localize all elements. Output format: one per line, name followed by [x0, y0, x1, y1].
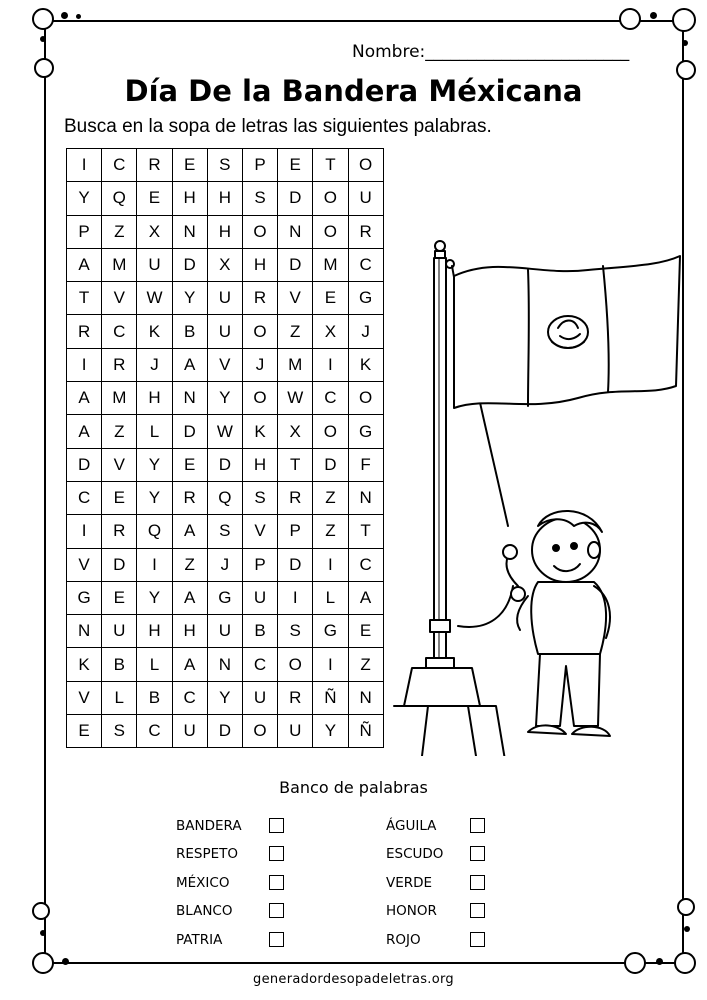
- grid-cell[interactable]: J: [242, 348, 277, 381]
- grid-cell[interactable]: O: [242, 382, 277, 415]
- grid-cell[interactable]: C: [242, 648, 277, 681]
- grid-cell[interactable]: R: [102, 348, 137, 381]
- grid-cell[interactable]: H: [137, 382, 172, 415]
- grid-cell[interactable]: I: [313, 348, 348, 381]
- word-checkbox[interactable]: [470, 932, 485, 947]
- grid-cell[interactable]: K: [348, 348, 383, 381]
- word-bank-label: ÁGUILA: [386, 818, 437, 834]
- grid-row: [67, 581, 384, 614]
- grid-cell[interactable]: S: [242, 481, 277, 514]
- grid-cell[interactable]: U: [172, 715, 207, 748]
- grid-cell[interactable]: X: [313, 315, 348, 348]
- grid-cell[interactable]: D: [67, 448, 102, 481]
- grid-cell[interactable]: H: [207, 215, 242, 248]
- grid-cell[interactable]: L: [313, 581, 348, 614]
- grid-cell[interactable]: R: [172, 481, 207, 514]
- grid-cell[interactable]: D: [313, 448, 348, 481]
- grid-cell[interactable]: C: [172, 681, 207, 714]
- grid-cell[interactable]: D: [278, 182, 313, 215]
- word-bank-label: BLANCO: [176, 903, 233, 920]
- grid-cell[interactable]: U: [348, 182, 383, 215]
- grid-cell[interactable]: H: [207, 182, 242, 215]
- word-checkbox[interactable]: [269, 875, 284, 890]
- word-bank-label: ESCUDO: [386, 846, 444, 863]
- instructions-text: Busca en la sopa de letras las siguientes palabras.: [64, 116, 492, 137]
- grid-cell[interactable]: K: [137, 315, 172, 348]
- grid-row: [67, 248, 384, 281]
- grid-cell[interactable]: T: [67, 282, 102, 315]
- grid-cell[interactable]: O: [278, 648, 313, 681]
- grid-cell[interactable]: S: [102, 715, 137, 748]
- grid-cell[interactable]: H: [242, 248, 277, 281]
- grid-cell[interactable]: P: [242, 548, 277, 581]
- word-bank-label: PATRIA: [176, 931, 223, 948]
- word-bank-label: ROJO: [386, 931, 421, 948]
- grid-cell[interactable]: O: [242, 315, 277, 348]
- grid-cell[interactable]: J: [348, 315, 383, 348]
- grid-cell[interactable]: A: [67, 415, 102, 448]
- grid-cell[interactable]: U: [242, 581, 277, 614]
- grid-cell[interactable]: U: [278, 715, 313, 748]
- grid-cell[interactable]: G: [67, 581, 102, 614]
- grid-cell[interactable]: R: [278, 681, 313, 714]
- grid-cell[interactable]: Y: [137, 481, 172, 514]
- grid-cell[interactable]: E: [313, 282, 348, 315]
- grid-cell[interactable]: I: [137, 548, 172, 581]
- grid-cell[interactable]: V: [67, 548, 102, 581]
- grid-cell[interactable]: S: [207, 149, 242, 182]
- grid-cell[interactable]: A: [67, 248, 102, 281]
- grid-cell[interactable]: E: [348, 615, 383, 648]
- grid-row: [67, 448, 384, 481]
- grid-cell[interactable]: N: [278, 215, 313, 248]
- grid-cell[interactable]: O: [313, 182, 348, 215]
- grid-cell[interactable]: W: [207, 415, 242, 448]
- grid-cell[interactable]: N: [67, 615, 102, 648]
- grid-cell[interactable]: K: [67, 648, 102, 681]
- grid-cell[interactable]: Y: [207, 681, 242, 714]
- grid-cell[interactable]: U: [207, 282, 242, 315]
- grid-cell[interactable]: P: [278, 515, 313, 548]
- grid-cell[interactable]: H: [172, 615, 207, 648]
- grid-cell[interactable]: Y: [137, 581, 172, 614]
- word-checkbox[interactable]: [269, 932, 284, 947]
- grid-cell[interactable]: A: [348, 581, 383, 614]
- grid-cell[interactable]: V: [242, 515, 277, 548]
- grid-cell[interactable]: O: [348, 382, 383, 415]
- name-label: Nombre:: [352, 42, 426, 62]
- grid-cell[interactable]: I: [67, 515, 102, 548]
- grid-cell[interactable]: Z: [348, 648, 383, 681]
- grid-cell[interactable]: Y: [67, 182, 102, 215]
- grid-cell[interactable]: Q: [137, 515, 172, 548]
- word-bank-title: Banco de palabras: [279, 778, 428, 797]
- grid-cell[interactable]: Z: [278, 315, 313, 348]
- word-checkbox[interactable]: [269, 818, 284, 833]
- grid-cell[interactable]: Z: [313, 515, 348, 548]
- grid-cell[interactable]: G: [207, 581, 242, 614]
- flag-boy-illustration: [388, 236, 688, 756]
- grid-cell[interactable]: D: [207, 715, 242, 748]
- grid-cell[interactable]: M: [102, 382, 137, 415]
- grid-row: [67, 515, 384, 548]
- name-blank-line[interactable]: ________________________: [425, 42, 630, 62]
- grid-cell[interactable]: M: [313, 248, 348, 281]
- grid-cell[interactable]: C: [348, 548, 383, 581]
- grid-cell[interactable]: K: [242, 415, 277, 448]
- grid-cell[interactable]: P: [67, 215, 102, 248]
- grid-row: [67, 282, 384, 315]
- grid-cell[interactable]: L: [102, 681, 137, 714]
- page-title: Día De la Bandera Méxicana: [124, 74, 583, 108]
- grid-cell[interactable]: Ñ: [348, 715, 383, 748]
- word-checkbox[interactable]: [470, 846, 485, 861]
- grid-cell[interactable]: Z: [313, 481, 348, 514]
- grid-cell[interactable]: C: [67, 481, 102, 514]
- grid-cell[interactable]: G: [348, 415, 383, 448]
- grid-cell[interactable]: N: [348, 681, 383, 714]
- grid-row: [67, 415, 384, 448]
- grid-cell[interactable]: X: [137, 215, 172, 248]
- word-bank-label: MÉXICO: [176, 874, 230, 891]
- word-checkbox[interactable]: [269, 903, 284, 918]
- word-checkbox[interactable]: [470, 903, 485, 918]
- grid-cell[interactable]: N: [207, 648, 242, 681]
- grid-cell[interactable]: R: [102, 515, 137, 548]
- grid-cell[interactable]: Y: [313, 715, 348, 748]
- grid-cell[interactable]: V: [278, 282, 313, 315]
- word-bank-label: VERDE: [386, 874, 433, 891]
- name-field[interactable]: [352, 42, 629, 62]
- word-checkbox[interactable]: [269, 846, 284, 861]
- grid-cell[interactable]: V: [102, 282, 137, 315]
- grid-cell[interactable]: Y: [207, 382, 242, 415]
- grid-row: [67, 615, 384, 648]
- grid-cell[interactable]: H: [172, 182, 207, 215]
- grid-cell[interactable]: S: [278, 615, 313, 648]
- grid-cell[interactable]: L: [137, 415, 172, 448]
- grid-cell[interactable]: E: [172, 448, 207, 481]
- grid-cell[interactable]: V: [102, 448, 137, 481]
- grid-cell[interactable]: B: [172, 315, 207, 348]
- grid-row: [67, 215, 384, 248]
- grid-cell[interactable]: B: [137, 681, 172, 714]
- grid-cell[interactable]: L: [137, 648, 172, 681]
- grid-cell[interactable]: R: [137, 149, 172, 182]
- footer-website: generadordesopadeletras.org: [253, 972, 454, 987]
- grid-cell[interactable]: X: [278, 415, 313, 448]
- grid-row: [67, 648, 384, 681]
- grid-cell[interactable]: U: [207, 315, 242, 348]
- grid-cell[interactable]: I: [67, 348, 102, 381]
- grid-cell[interactable]: E: [278, 149, 313, 182]
- grid-cell[interactable]: T: [348, 515, 383, 548]
- grid-cell[interactable]: G: [313, 615, 348, 648]
- grid-cell[interactable]: N: [348, 481, 383, 514]
- grid-row: [67, 149, 384, 182]
- grid-cell[interactable]: D: [278, 248, 313, 281]
- grid-cell[interactable]: V: [67, 681, 102, 714]
- grid-cell[interactable]: V: [207, 348, 242, 381]
- grid-cell[interactable]: D: [207, 448, 242, 481]
- word-bank-label: HONOR: [386, 903, 437, 920]
- grid-cell[interactable]: O: [242, 215, 277, 248]
- grid-cell[interactable]: A: [172, 348, 207, 381]
- grid-cell[interactable]: D: [278, 548, 313, 581]
- grid-cell[interactable]: U: [242, 681, 277, 714]
- grid-cell[interactable]: J: [207, 548, 242, 581]
- grid-cell[interactable]: A: [172, 515, 207, 548]
- grid-cell[interactable]: Y: [172, 282, 207, 315]
- grid-cell[interactable]: E: [102, 481, 137, 514]
- word-search-grid[interactable]: [66, 148, 384, 748]
- grid-cell[interactable]: E: [67, 715, 102, 748]
- word-bank-label: BANDERA: [176, 818, 242, 834]
- grid-cell[interactable]: T: [278, 448, 313, 481]
- grid-cell[interactable]: N: [172, 215, 207, 248]
- word-checkbox[interactable]: [470, 875, 485, 890]
- grid-cell[interactable]: X: [207, 248, 242, 281]
- grid-cell[interactable]: Q: [102, 182, 137, 215]
- grid-cell[interactable]: S: [242, 182, 277, 215]
- grid-cell[interactable]: W: [278, 382, 313, 415]
- grid-cell[interactable]: Ñ: [313, 681, 348, 714]
- grid-cell[interactable]: H: [242, 448, 277, 481]
- word-checkbox[interactable]: [470, 818, 485, 833]
- grid-cell[interactable]: Z: [102, 215, 137, 248]
- grid-cell[interactable]: I: [313, 648, 348, 681]
- grid-cell[interactable]: Z: [102, 415, 137, 448]
- grid-cell[interactable]: C: [102, 149, 137, 182]
- grid-cell[interactable]: O: [348, 149, 383, 182]
- grid-cell[interactable]: D: [172, 248, 207, 281]
- grid-cell[interactable]: O: [242, 715, 277, 748]
- grid-cell[interactable]: A: [67, 382, 102, 415]
- grid-cell[interactable]: B: [242, 615, 277, 648]
- grid-cell[interactable]: H: [137, 615, 172, 648]
- grid-row: [67, 348, 384, 381]
- grid-cell[interactable]: R: [67, 315, 102, 348]
- grid-row: [67, 548, 384, 581]
- grid-cell[interactable]: E: [172, 149, 207, 182]
- grid-cell[interactable]: N: [172, 382, 207, 415]
- grid-cell[interactable]: A: [172, 648, 207, 681]
- grid-cell[interactable]: U: [137, 248, 172, 281]
- grid-cell[interactable]: B: [102, 648, 137, 681]
- grid-cell[interactable]: A: [172, 581, 207, 614]
- grid-cell[interactable]: J: [137, 348, 172, 381]
- grid-cell[interactable]: R: [278, 481, 313, 514]
- grid-cell[interactable]: E: [137, 182, 172, 215]
- grid-cell[interactable]: I: [278, 581, 313, 614]
- grid-cell[interactable]: Y: [137, 448, 172, 481]
- grid-cell[interactable]: D: [172, 415, 207, 448]
- grid-cell[interactable]: M: [278, 348, 313, 381]
- grid-cell[interactable]: R: [242, 282, 277, 315]
- grid-row: [67, 382, 384, 415]
- grid-cell[interactable]: E: [102, 581, 137, 614]
- grid-row: [67, 481, 384, 514]
- grid-cell[interactable]: U: [102, 615, 137, 648]
- grid-cell[interactable]: O: [313, 215, 348, 248]
- grid-cell[interactable]: T: [313, 149, 348, 182]
- grid-row: [67, 681, 384, 714]
- grid-cell[interactable]: C: [348, 248, 383, 281]
- grid-cell[interactable]: P: [242, 149, 277, 182]
- grid-cell[interactable]: I: [67, 149, 102, 182]
- grid-row: [67, 315, 384, 348]
- grid-cell[interactable]: C: [102, 315, 137, 348]
- grid-cell[interactable]: R: [348, 215, 383, 248]
- word-bank-label: RESPETO: [176, 846, 239, 863]
- grid-cell[interactable]: D: [102, 548, 137, 581]
- grid-cell[interactable]: M: [102, 248, 137, 281]
- grid-cell[interactable]: G: [348, 282, 383, 315]
- grid-cell[interactable]: I: [313, 548, 348, 581]
- grid-cell[interactable]: C: [137, 715, 172, 748]
- grid-cell[interactable]: Q: [207, 481, 242, 514]
- grid-cell[interactable]: U: [207, 615, 242, 648]
- grid-cell[interactable]: O: [313, 415, 348, 448]
- grid-cell[interactable]: Z: [172, 548, 207, 581]
- grid-row: [67, 715, 384, 748]
- grid-cell[interactable]: C: [313, 382, 348, 415]
- grid-cell[interactable]: F: [348, 448, 383, 481]
- grid-row: [67, 182, 384, 215]
- grid-cell[interactable]: W: [137, 282, 172, 315]
- grid-cell[interactable]: S: [207, 515, 242, 548]
